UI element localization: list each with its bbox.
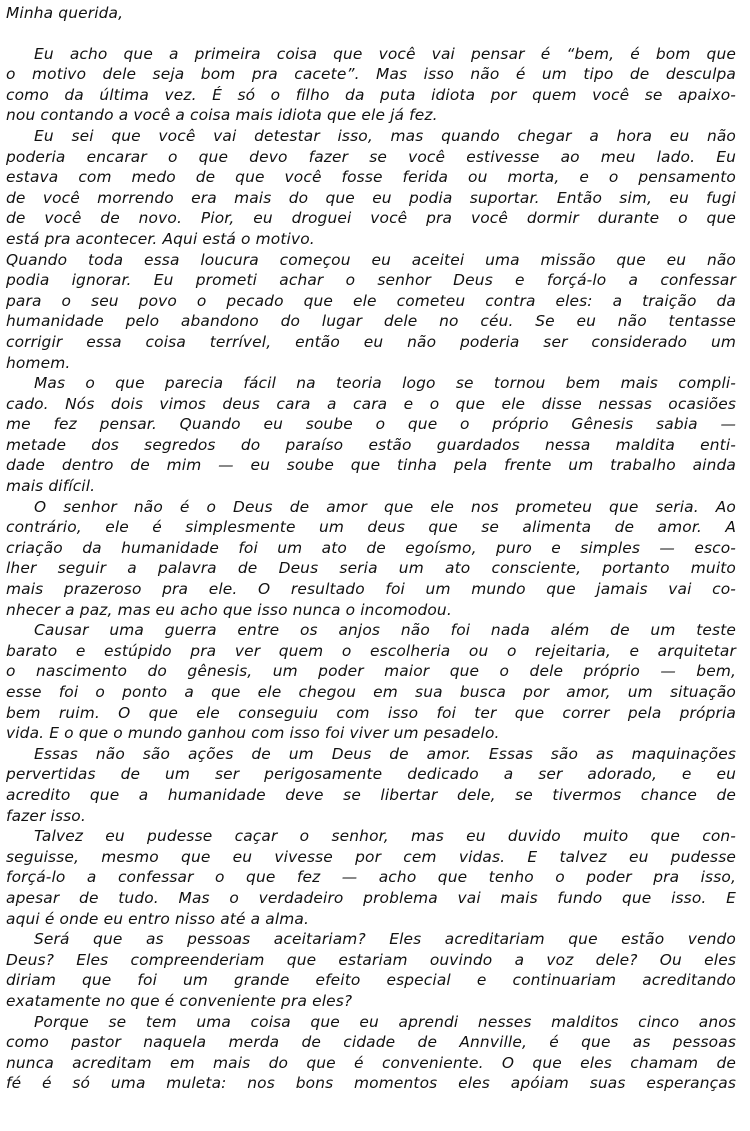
letter-line: o motivo dele seja bom pra cacete”. Mas isso não é um tipo de desculpa	[6, 65, 736, 84]
letter-line: contrário, ele é simplesmente um deus que se alimenta de amor. A	[6, 518, 736, 537]
letter-line: estava com medo de que você fosse ferida ou morta, e o pensamento	[6, 168, 736, 187]
letter-line: diriam que foi um grande efeito especial e continuariam acreditando	[6, 971, 736, 990]
letter-line: cado. Nós dois vimos deus cara a cara e o que ele disse nessas ocasiões	[6, 394, 736, 413]
letter-line: como da última vez. É só o filho da puta idiota por quem você se apaixo-	[6, 85, 736, 104]
letter-line: Porque se tem uma coisa que eu aprendi nesses malditos cinco anos	[34, 1012, 736, 1031]
letter-line: Quando toda essa loucura começou eu aceitei uma missão que eu não	[6, 250, 736, 269]
letter-line: vida. E o que o mundo ganhou com isso foi viver um pesadelo.	[6, 724, 500, 743]
letter-line: me fez pensar. Quando eu soube o que o próprio Gênesis sabia —	[6, 415, 736, 434]
letter-line: humanidade pelo abandono do lugar dele no céu. Se eu não tentasse	[6, 312, 736, 331]
letter-line: Deus? Eles compreenderiam que estariam ouvindo a voz dele? Ou eles	[6, 950, 736, 969]
letter-line: para o seu povo o pecado que ele cometeu contra eles: a traição da	[6, 291, 736, 310]
letter-line: podia ignorar. Eu prometi achar o senhor Deus e forçá-lo a confessar	[6, 271, 736, 290]
letter-line: de você de novo. Pior, eu droguei você pra você dormir durante o que	[6, 209, 736, 228]
letter-line: o nascimento do gênesis, um poder maior que o dele próprio — bem,	[6, 662, 736, 681]
letter-line: nunca acreditam em mais do que é conveniente. O que eles chamam de	[6, 1053, 736, 1072]
letter-line: Mas o que parecia fácil na teoria logo se tornou bem mais compli-	[34, 374, 736, 393]
letter-line: corrigir essa coisa terrível, então eu não poderia ser considerado um	[6, 332, 736, 351]
letter-line: criação da humanidade foi um ato de egoísmo, puro e simples — esco-	[6, 538, 736, 557]
letter-line: Será que as pessoas aceitariam? Eles acreditariam que estão vendo	[34, 930, 736, 949]
letter-line: exatamente no que é conveniente pra eles?	[6, 991, 353, 1010]
letter-line: metade dos segredos do paraíso estão guardados nessa maldita enti-	[6, 435, 736, 454]
letter-line: nhecer a paz, mas eu acho que isso nunca o incomodou.	[6, 600, 452, 619]
letter-line: barato e estúpido pra ver quem o escolheria ou o rejeitaria, e arquitetar	[6, 641, 736, 660]
letter-line: como pastor naquela merda de cidade de Annville, é que as pessoas	[6, 1033, 736, 1052]
letter-line: de você morrendo era mais do que eu podia suportar. Então sim, eu fugi	[6, 188, 736, 207]
letter-line: fazer isso.	[6, 806, 86, 825]
letter-line: pervertidas de um ser perigosamente dedicado a ser adorado, e eu	[6, 765, 736, 784]
letter-line: nou contando a você a coisa mais idiota que ele já fez.	[6, 106, 438, 125]
letter-line: dade dentro de mim — eu soube que tinha pela frente um trabalho ainda	[6, 456, 736, 475]
letter-body	[6, 44, 736, 1094]
letter-line: bem ruim. O que ele conseguiu com isso foi ter que correr pela própria	[6, 703, 736, 722]
letter-line: esse foi o ponto a que ele chegou em sua busca por amor, um situação	[6, 683, 736, 701]
letter-line: acredito que a humanidade deve se libertar dele, se tivermos chance de	[6, 785, 736, 804]
letter-salutation: Minha querida,	[6, 4, 124, 22]
letter-line: Eu acho que a primeira coisa que você vai pensar é “bem, é bom que	[34, 44, 736, 63]
letter-line: apesar de tudo. Mas o verdadeiro problema vai mais fundo que isso. E	[6, 888, 736, 907]
letter-line: mais difícil.	[6, 477, 96, 496]
letter-line: homem.	[6, 353, 71, 372]
letter-line: aqui é onde eu entro nisso até a alma.	[6, 909, 310, 928]
letter-line: forçá-lo a confessar o que fez — acho que tenho o poder pra isso,	[6, 868, 736, 887]
letter-line: seguisse, mesmo que eu vivesse por cem vidas. E talvez eu pudesse	[6, 847, 736, 866]
letter-line: está pra acontecer. Aqui está o motivo.	[6, 229, 315, 248]
letter-line: O senhor não é o Deus de amor que ele nos prometeu que seria. Ao	[34, 497, 736, 516]
letter-line: poderia encarar o que devo fazer se você estivesse ao meu lado. Eu	[6, 147, 736, 166]
letter-line: Causar uma guerra entre os anjos não foi nada além de um teste	[34, 621, 736, 640]
letter-line: lher seguir a palavra de Deus seria um ato consciente, portanto muito	[6, 559, 736, 578]
letter-line: fé é só uma muleta: nos bons momentos eles apóiam suas esperanças	[6, 1074, 736, 1093]
letter-line: mais prazeroso pra ele. O resultado foi um mundo que jamais vai co-	[6, 580, 736, 599]
letter-line: Talvez eu pudesse caçar o senhor, mas eu duvido muito que con-	[34, 827, 736, 846]
letter-line: Eu sei que você vai detestar isso, mas quando chegar a hora eu não	[34, 126, 736, 145]
letter-line: Essas não são ações de um Deus de amor. Essas são as maquinações	[34, 744, 736, 763]
